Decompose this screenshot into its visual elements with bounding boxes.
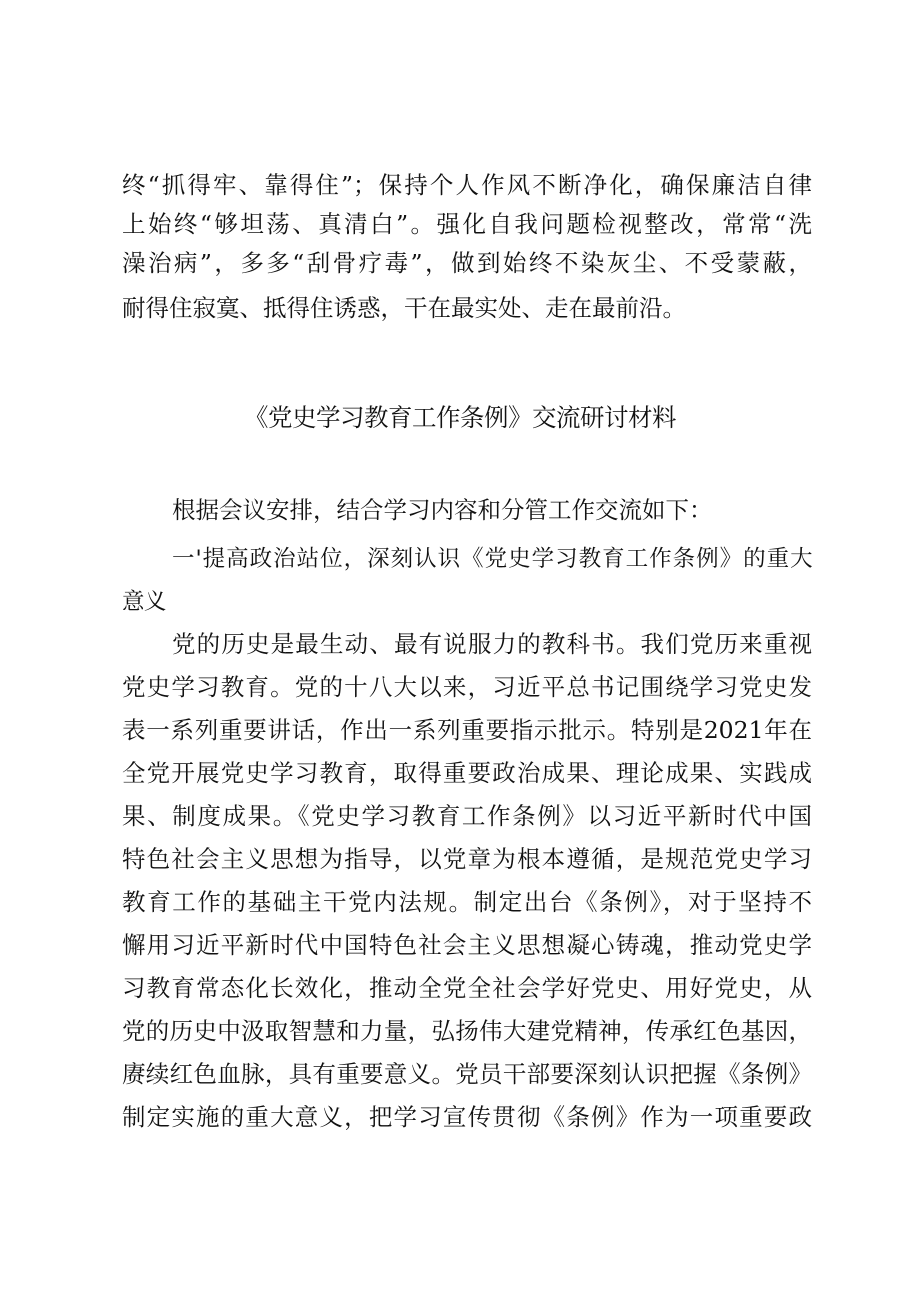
body-line: 果、制度成果。《党史学习教育工作条例》以习近平新时代中国 (122, 802, 812, 830)
intro-line: 上始终“够坦荡、真清白”。强化自我问题检视整改，常常“洗 (122, 210, 812, 238)
body-line: 制定实施的重大意义，把学习宣传贯彻《条例》作为一项重要政 (122, 1103, 812, 1131)
section-heading-line: 一'提高政治站位，深刻认识《党史学习教育工作条例》的重大 (172, 546, 812, 572)
intro-line: 终“抓得牢、靠得住”；保持个人作风不断净化，确保廉洁自律 (122, 171, 812, 199)
opening-paragraph: 根据会议安排，结合学习内容和分管工作交流如下： (172, 496, 713, 524)
document-title: 《党史学习教育工作条例》交流研讨材料 (244, 403, 676, 432)
body-line: 教育工作的基础主干党内法规。制定出台《条例》，对于坚持不 (122, 888, 812, 916)
body-line: 赓续红色血脉，具有重要意义。党员干部要深刻认识把握《条例》 (122, 1060, 812, 1088)
body-line: 党史学习教育。党的十八大以来，习近平总书记围绕学习党史发 (122, 673, 812, 701)
body-line: 党的历史中汲取智慧和力量，弘扬伟大建党精神，传承红色基因， (122, 1017, 812, 1045)
body-line: 全党开展党史学习教育，取得重要政治成果、理论成果、实践成 (122, 759, 812, 787)
body-line: 懈用习近平新时代中国特色社会主义思想凝心铸魂，推动党史学 (122, 931, 812, 959)
body-line: 特色社会主义思想为指导，以党章为根本遵循，是规范党史学习 (122, 845, 812, 873)
section-heading-line: 意义 (122, 589, 166, 615)
intro-line: 澡治病”，多多“刮骨疗毒”，做到始终不染灰尘、不受蒙蔽， (122, 249, 812, 277)
body-line: 表一系列重要讲话，作出一系列重要指示批示。特别是2021年在 (122, 716, 812, 744)
body-line: 党的历史是最生动、最有说服力的教科书。我们党历来重视 (172, 630, 812, 658)
intro-line: 耐得住寂寞、抵得住诱惑，干在最实处、走在最前沿。 (122, 294, 686, 322)
body-line: 习教育常态化长效化，推动全党全社会学好党史、用好党史，从 (122, 974, 812, 1002)
